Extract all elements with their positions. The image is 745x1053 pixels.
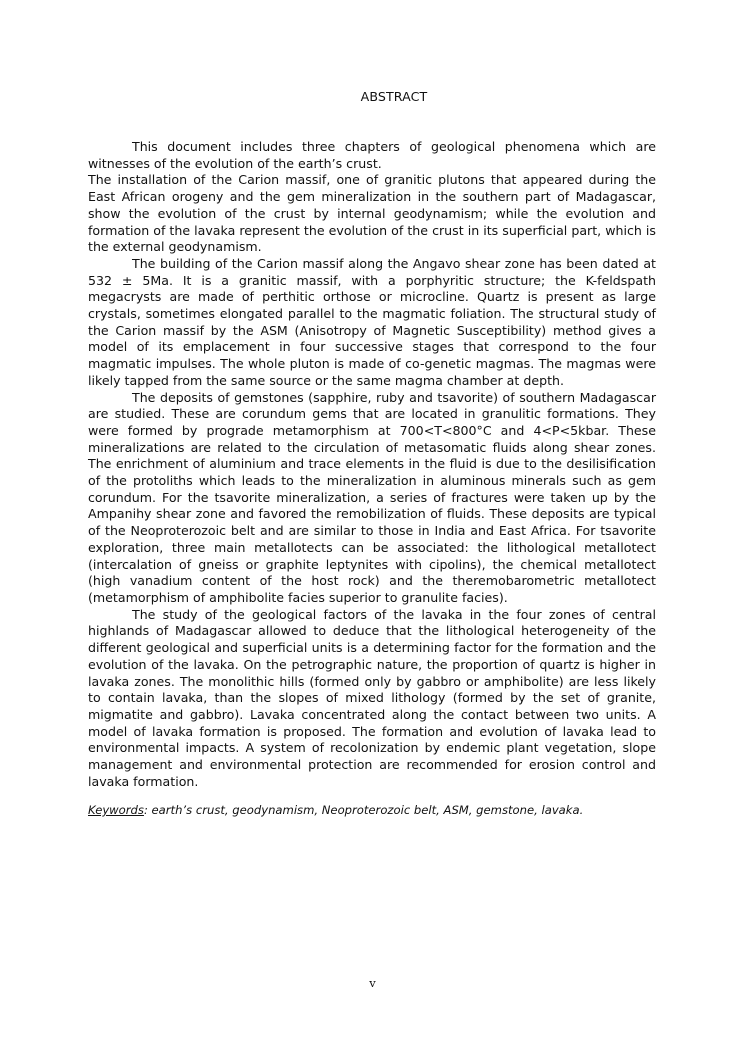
paragraph-carion-massif: The building of the Carion massif along the Angavo shear zone has been dated at 532 ± 5Ma. It is a granitic massif, with a porphyritic structure; the K-feldspath megacrysts are made of perthitic orthose or microcline. Quartz is present as large crystals, sometimes elongated parallel to the magmatic foliation. The structural study of the Carion massif by the ASM (Anisotropy of Magnetic Susceptibility) method gives a model of its emplacement in four successive stages that correspond to the four magmatic impulses. The whole pluton is made of co-genetic magmas. The magmas were likely tapped from the same source or the same magma chamber at depth. (88, 255, 656, 388)
page-number: v (369, 976, 376, 990)
abstract-title: ABSTRACT (360, 89, 428, 104)
paragraph-intro: This document includes three chapters of geological phenomena which are witnesses of the evolution of the earth’s crust. (88, 139, 656, 171)
keywords-label: Keywords (88, 803, 144, 817)
abstract-body (88, 139, 656, 790)
paragraph-gemstones: The deposits of gemstones (sapphire, ruby and tsavorite) of southern Madagascar are studied. These are corundum gems that are located in granulitic formations. They were formed by prograde metamorphism at 700<T<800°C and 4<P<5kbar. These mineralizations are related to the circulation of metasomatic fluids along shear zones. The enrichment of aluminium and trace elements in the fluid is due to the desilisification of the protoliths which leads to the mineralization in aluminous minerals such as gem corundum. For the tsavorite mineralization, a series of fractures were taken up by the Ampanihy shear zone and favored the remobilization of fluids. These deposits are typical of the Neoproterozoic belt and are similar to those in India and East Africa. For tsavorite exploration, three main metallotects can be associated: the lithological metallotect (intercalation of gneiss or graphite leptynites with cipolins), the chemical metallotect (high vanadium content of the host rock) and the theremobarometric metallotect (metamorphism of amphibolite facies superior to granulite facies). (88, 389, 656, 605)
keywords-list: : earth’s crust, geodynamism, Neoproterozoic belt, ASM, gemstone, lavaka. (143, 803, 584, 817)
paragraph-overview: The installation of the Carion massif, one of granitic plutons that appeared during the East African orogeny and the gem mineralization in the southern part of Madagascar, show the evolution of the crust by internal geodynamism; while the evolution and formation of the lavaka represent the evolution of the crust in its superficial part, which is the external geodynamism. (88, 172, 656, 255)
paragraph-lavaka: The study of the geological factors of the lavaka in the four zones of central highlands of Madagascar allowed to deduce that the lithological heterogeneity of the different geological and superficial units is a determining factor for the formation and the evolution of the lavaka. On the petrographic nature, the proportion of quartz is higher in lavaka zones. The monolithic hills (formed only by gabbro or amphibolite) are less likely to contain lavaka, than the slopes of mixed lithology (formed by the set of granite, migmatite and gabbro). Lavaka concentrated along the contact between two units. A model of lavaka formation is proposed. The formation and evolution of lavaka lead to environmental impacts. A system of recolonization by endemic plant vegetation, slope management and environmental protection are recommended for erosion control and lavaka formation. (88, 606, 656, 789)
keywords-line (88, 803, 656, 817)
